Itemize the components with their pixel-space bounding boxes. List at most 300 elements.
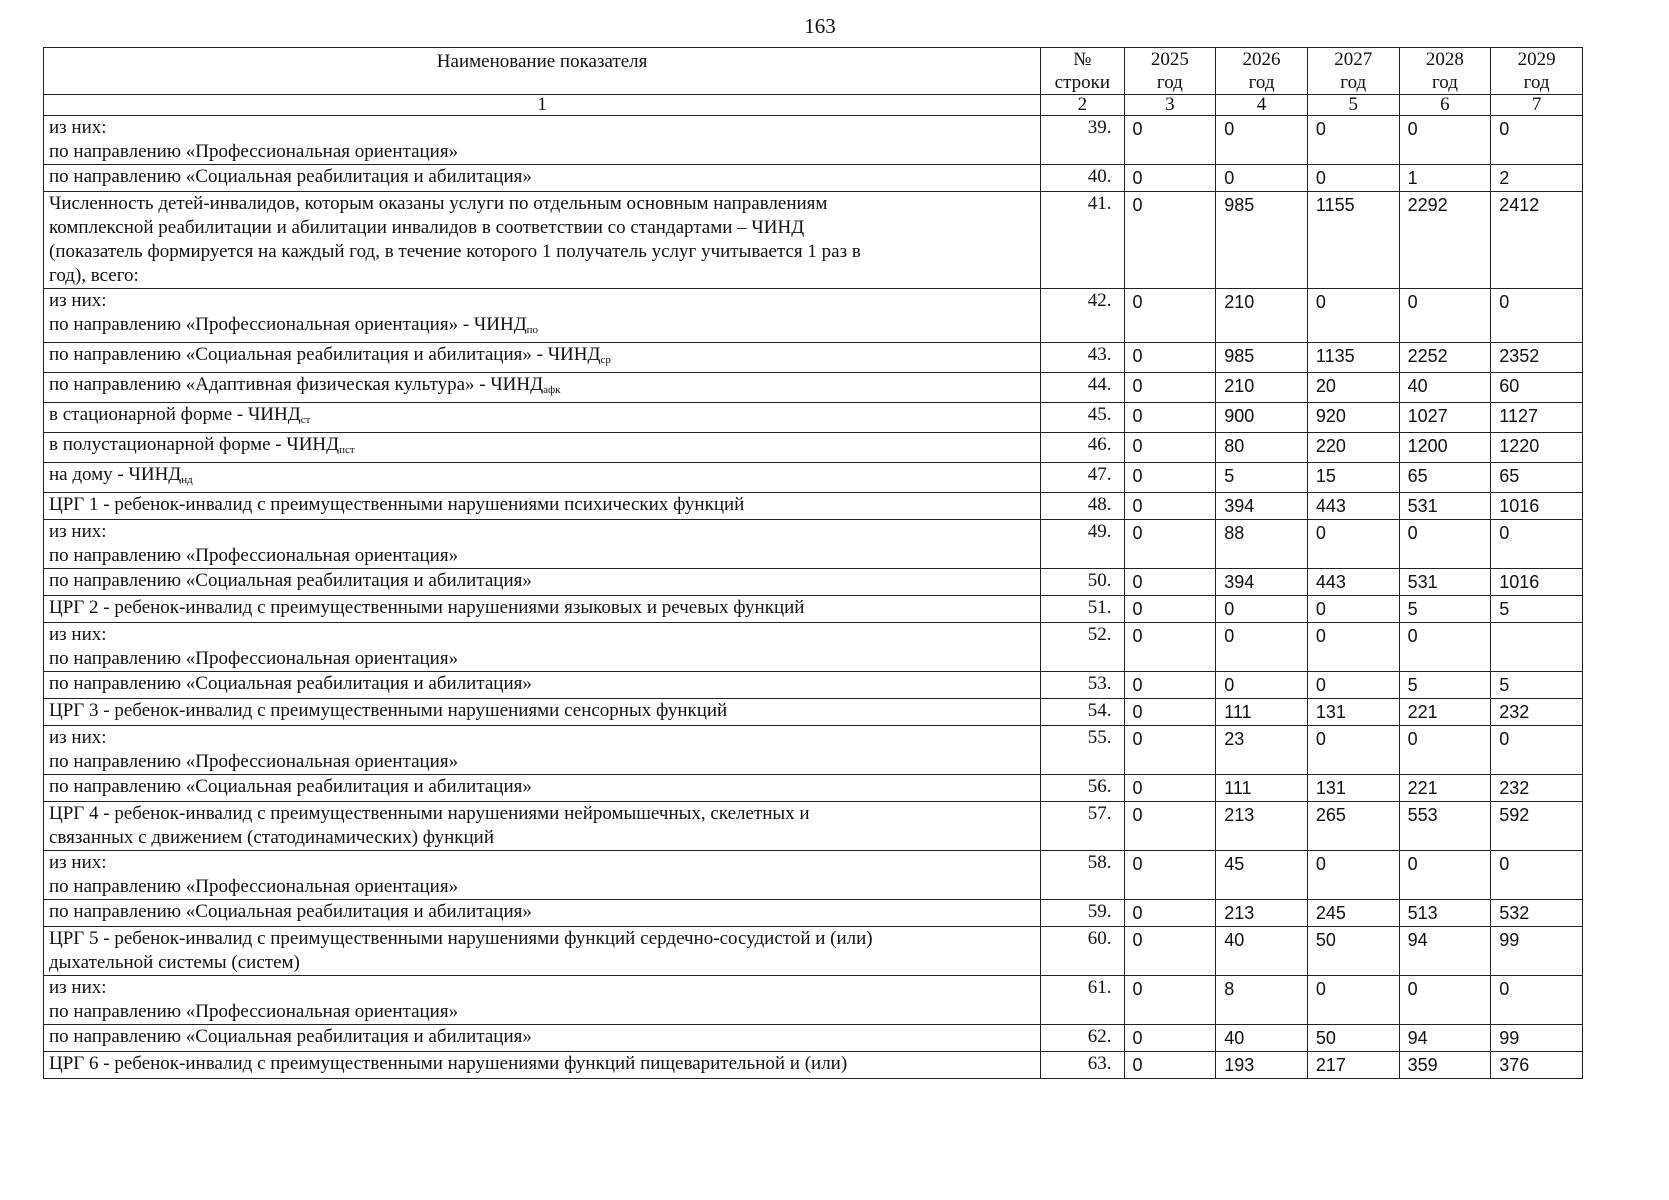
row-number: 40.	[1041, 165, 1124, 192]
indicator-name-text: по направлению «Социальная реабилитация и абилитация»	[49, 673, 532, 694]
table-row	[44, 520, 1583, 569]
table-row	[44, 463, 1583, 493]
indicator-name-line	[49, 313, 1035, 342]
value-cell: 376	[1491, 1052, 1583, 1079]
indicator-name-text: по направлению «Адаптивная физическая культура» - ЧИНД	[49, 374, 544, 395]
value-cell: 1220	[1491, 433, 1583, 463]
value-cell: 65	[1399, 463, 1491, 493]
table-row	[44, 726, 1583, 775]
value-cell: 0	[1491, 520, 1583, 569]
value-cell: 20	[1307, 373, 1399, 403]
indicator-name-text: ЦРГ 6 - ребенок-инвалид с преимущественными нарушениями функций пищеварительной и (или)	[49, 1053, 848, 1074]
value-cell: 0	[1216, 165, 1308, 192]
indicator-name-text: по направлению «Социальная реабилитация и абилитация»	[49, 570, 532, 591]
indicator-name	[44, 851, 1041, 900]
value-cell: 0	[1399, 623, 1491, 672]
value-cell: 0	[1307, 596, 1399, 623]
indicator-name-line	[49, 927, 1035, 951]
indicator-subscript: ср	[600, 354, 611, 366]
indicator-name-line	[49, 433, 1035, 462]
indicator-name-line	[49, 699, 1035, 723]
indicator-name-text: из них:	[49, 521, 107, 542]
value-cell: 0	[1124, 520, 1216, 569]
value-cell: 94	[1399, 1025, 1491, 1052]
table-row	[44, 596, 1583, 623]
value-cell: 553	[1399, 802, 1491, 851]
row-number: 46.	[1041, 433, 1124, 463]
indicator-name-text: (показатель формируется на каждый год, в течение которого 1 получатель услуг учитывается 1 раз в	[49, 241, 861, 262]
indicator-name-line	[49, 264, 1035, 288]
indicator-name-text: из них:	[49, 852, 107, 873]
indicator-name-text: по направлению «Профессиональная ориентация»	[49, 1001, 459, 1022]
value-cell: 0	[1399, 116, 1491, 165]
indicator-name-text: по направлению «Социальная реабилитация и абилитация»	[49, 901, 532, 922]
value-cell: 80	[1216, 433, 1308, 463]
value-cell: 0	[1124, 726, 1216, 775]
page-number: 163	[804, 14, 836, 38]
value-cell: 1	[1399, 165, 1491, 192]
value-cell: 45	[1216, 851, 1308, 900]
value-cell: 1135	[1307, 343, 1399, 373]
indicator-name	[44, 802, 1041, 851]
indicator-name	[44, 343, 1041, 373]
row-number: 48.	[1041, 493, 1124, 520]
indicator-name-line	[49, 165, 1035, 189]
value-cell: 210	[1216, 373, 1308, 403]
indicator-name	[44, 672, 1041, 699]
value-cell: 0	[1307, 726, 1399, 775]
indicator-name-line	[49, 140, 1035, 164]
value-cell: 0	[1124, 289, 1216, 343]
indicator-name-line	[49, 775, 1035, 799]
indicator-name-text: Численность детей-инвалидов, которым оказаны услуги по отдельным основным направлениям	[49, 193, 828, 214]
table-row	[44, 672, 1583, 699]
table-row	[44, 165, 1583, 192]
row-number: 51.	[1041, 596, 1124, 623]
value-cell: 193	[1216, 1052, 1308, 1079]
table-row	[44, 433, 1583, 463]
value-cell: 0	[1124, 976, 1216, 1025]
value-cell: 5	[1399, 672, 1491, 699]
header-year-label: 2027	[1334, 49, 1373, 70]
table-row	[44, 900, 1583, 927]
column-index: 7	[1491, 95, 1583, 116]
indicator-name-line	[49, 875, 1035, 899]
value-cell: 985	[1216, 192, 1308, 289]
value-cell: 513	[1399, 900, 1491, 927]
row-number: 61.	[1041, 976, 1124, 1025]
table-row	[44, 192, 1583, 289]
value-cell: 0	[1307, 851, 1399, 900]
header-year-label: 2025	[1150, 49, 1189, 70]
value-cell: 0	[1216, 672, 1308, 699]
value-cell: 99	[1491, 1025, 1583, 1052]
value-cell: 94	[1399, 927, 1491, 976]
value-cell: 1155	[1307, 192, 1399, 289]
indicator-name-line	[49, 192, 1035, 216]
indicator-name-line	[49, 373, 1035, 402]
value-cell: 0	[1124, 699, 1216, 726]
row-number: 50.	[1041, 569, 1124, 596]
value-cell: 0	[1124, 623, 1216, 672]
indicator-name-line	[49, 463, 1035, 492]
row-number: 42.	[1041, 289, 1124, 343]
table-row	[44, 802, 1583, 851]
value-cell: 213	[1216, 802, 1308, 851]
value-cell: 217	[1307, 1052, 1399, 1079]
table-row	[44, 1025, 1583, 1052]
value-cell: 1016	[1491, 569, 1583, 596]
indicator-name-text: на дому - ЧИНД	[49, 464, 182, 485]
table-row	[44, 569, 1583, 596]
indicator-name	[44, 165, 1041, 192]
header-year-unit: год	[1340, 72, 1367, 93]
value-cell: 0	[1399, 289, 1491, 343]
indicator-name-text: ЦРГ 5 - ребенок-инвалид с преимущественными нарушениями функций сердечно-сосудистой и (или)	[49, 928, 873, 949]
indicator-name-line	[49, 493, 1035, 517]
table-row	[44, 927, 1583, 976]
indicator-name-text: дыхательной системы (систем)	[49, 952, 300, 973]
indicator-name	[44, 493, 1041, 520]
value-cell: 0	[1307, 672, 1399, 699]
value-cell: 60	[1491, 373, 1583, 403]
row-number: 49.	[1041, 520, 1124, 569]
column-index: 4	[1216, 95, 1308, 116]
row-number: 62.	[1041, 1025, 1124, 1052]
indicator-name-text: ЦРГ 4 - ребенок-инвалид с преимущественными нарушениями нейромышечных, скелетных и	[49, 803, 810, 824]
table-row	[44, 1052, 1583, 1079]
header-year-2027	[1307, 48, 1399, 95]
table-row	[44, 289, 1583, 343]
column-index: 2	[1041, 95, 1124, 116]
value-cell: 0	[1307, 116, 1399, 165]
value-cell: 15	[1307, 463, 1399, 493]
indicator-name	[44, 623, 1041, 672]
value-cell: 0	[1124, 463, 1216, 493]
value-cell: 0	[1124, 851, 1216, 900]
value-cell: 2252	[1399, 343, 1491, 373]
value-cell: 1016	[1491, 493, 1583, 520]
value-cell: 0	[1124, 569, 1216, 596]
indicator-name-text: по направлению «Профессиональная ориентация»	[49, 141, 459, 162]
indicator-name-text: из них:	[49, 290, 107, 311]
value-cell: 443	[1307, 569, 1399, 596]
indicator-name-line	[49, 672, 1035, 696]
indicator-name-text: по направлению «Профессиональная ориентация»	[49, 751, 459, 772]
indicator-name-text: ЦРГ 1 - ребенок-инвалид с преимущественными нарушениями психических функций	[49, 494, 745, 515]
indicator-name-text: по направлению «Социальная реабилитация и абилитация»	[49, 776, 532, 797]
value-cell: 50	[1307, 1025, 1399, 1052]
indicator-name-line	[49, 520, 1035, 544]
value-cell: 65	[1491, 463, 1583, 493]
indicator-name-line	[49, 1000, 1035, 1024]
header-num-line1: №	[1073, 49, 1092, 70]
header-row-number	[1041, 48, 1124, 95]
indicator-name-line	[49, 240, 1035, 264]
indicator-name	[44, 976, 1041, 1025]
indicator-name-line	[49, 726, 1035, 750]
table-row	[44, 343, 1583, 373]
value-cell: 1027	[1399, 403, 1491, 433]
indicator-name	[44, 596, 1041, 623]
indicator-name-line	[49, 750, 1035, 774]
indicator-name-line	[49, 343, 1035, 372]
value-cell: 0	[1124, 927, 1216, 976]
value-cell: 0	[1216, 623, 1308, 672]
value-cell: 2292	[1399, 192, 1491, 289]
column-index: 1	[44, 95, 1041, 116]
indicator-name-line	[49, 826, 1035, 850]
value-cell: 5	[1491, 596, 1583, 623]
table-body	[44, 116, 1583, 1079]
data-table-container	[43, 47, 1583, 1079]
table-row	[44, 373, 1583, 403]
value-cell: 359	[1399, 1052, 1491, 1079]
column-index: 5	[1307, 95, 1399, 116]
value-cell: 2352	[1491, 343, 1583, 373]
indicator-name	[44, 433, 1041, 463]
indicator-name-line	[49, 569, 1035, 593]
indicator-name-text: из них:	[49, 977, 107, 998]
header-num-line2: строки	[1054, 72, 1111, 93]
table-row	[44, 493, 1583, 520]
value-cell: 920	[1307, 403, 1399, 433]
value-cell: 531	[1399, 493, 1491, 520]
indicator-name-line	[49, 623, 1035, 647]
value-cell: 131	[1307, 699, 1399, 726]
value-cell: 592	[1491, 802, 1583, 851]
row-number: 45.	[1041, 403, 1124, 433]
indicator-name-line	[49, 900, 1035, 924]
value-cell: 210	[1216, 289, 1308, 343]
header-year-unit: год	[1156, 72, 1183, 93]
header-year-2029	[1491, 48, 1583, 95]
value-cell: 1127	[1491, 403, 1583, 433]
row-number: 52.	[1041, 623, 1124, 672]
indicator-name-text: комплексной реабилитации и абилитации инвалидов в соответствии со стандартами – ЧИНД	[49, 217, 805, 238]
indicator-name-text: по направлению «Профессиональная ориентация»	[49, 545, 459, 566]
row-number: 39.	[1041, 116, 1124, 165]
value-cell: 40	[1399, 373, 1491, 403]
indicator-name	[44, 569, 1041, 596]
value-cell: 394	[1216, 493, 1308, 520]
indicator-name	[44, 900, 1041, 927]
row-number: 47.	[1041, 463, 1124, 493]
value-cell: 232	[1491, 699, 1583, 726]
value-cell: 0	[1124, 433, 1216, 463]
row-number: 44.	[1041, 373, 1124, 403]
value-cell: 99	[1491, 927, 1583, 976]
value-cell: 5	[1491, 672, 1583, 699]
value-cell: 111	[1216, 775, 1308, 802]
value-cell: 0	[1491, 726, 1583, 775]
value-cell: 2412	[1491, 192, 1583, 289]
indicator-name-text: ЦРГ 3 - ребенок-инвалид с преимущественными нарушениями сенсорных функций	[49, 700, 728, 721]
value-cell: 0	[1307, 289, 1399, 343]
value-cell: 8	[1216, 976, 1308, 1025]
value-cell: 0	[1491, 851, 1583, 900]
column-index-row	[44, 95, 1583, 116]
header-year-2026	[1216, 48, 1308, 95]
indicator-name-text: по направлению «Социальная реабилитация и абилитация»	[49, 1026, 532, 1047]
indicator-name	[44, 289, 1041, 343]
header-year-unit: год	[1431, 72, 1458, 93]
value-cell: 0	[1124, 192, 1216, 289]
row-number: 57.	[1041, 802, 1124, 851]
value-cell: 111	[1216, 699, 1308, 726]
header-year-2025	[1124, 48, 1216, 95]
indicator-name-line	[49, 802, 1035, 826]
column-index: 3	[1124, 95, 1216, 116]
value-cell: 40	[1216, 927, 1308, 976]
indicator-name-text: по направлению «Социальная реабилитация и абилитация» - ЧИНД	[49, 344, 601, 365]
value-cell: 0	[1491, 289, 1583, 343]
value-cell: 0	[1124, 1052, 1216, 1079]
value-cell: 232	[1491, 775, 1583, 802]
indicator-subscript: нд	[181, 474, 193, 486]
indicator-subscript: афк	[543, 384, 561, 396]
row-number: 56.	[1041, 775, 1124, 802]
indicator-name-line	[49, 951, 1035, 975]
indicator-name	[44, 116, 1041, 165]
indicator-name	[44, 927, 1041, 976]
indicator-name-line	[49, 647, 1035, 671]
row-number: 54.	[1041, 699, 1124, 726]
table-row	[44, 403, 1583, 433]
value-cell: 0	[1399, 726, 1491, 775]
indicator-name	[44, 192, 1041, 289]
indicator-name-text: ЦРГ 2 - ребенок-инвалид с преимущественными нарушениями языковых и речевых функций	[49, 597, 805, 618]
indicator-name-text: по направлению «Профессиональная ориентация»	[49, 876, 459, 897]
header-year-label: 2028	[1425, 49, 1464, 70]
value-cell: 0	[1124, 596, 1216, 623]
indicator-name	[44, 726, 1041, 775]
indicator-name-text: год), всего:	[49, 265, 139, 286]
header-year-2028	[1399, 48, 1491, 95]
value-cell: 88	[1216, 520, 1308, 569]
row-number: 53.	[1041, 672, 1124, 699]
row-number: 63.	[1041, 1052, 1124, 1079]
indicator-name	[44, 1052, 1041, 1079]
value-cell: 221	[1399, 775, 1491, 802]
value-cell: 0	[1307, 520, 1399, 569]
indicator-name-text: из них:	[49, 624, 107, 645]
value-cell: 0	[1307, 165, 1399, 192]
table-row	[44, 699, 1583, 726]
header-row	[44, 48, 1583, 95]
indicator-name-line	[49, 851, 1035, 875]
value-cell: 0	[1124, 1025, 1216, 1052]
header-year-unit: год	[1248, 72, 1275, 93]
indicator-name-text: из них:	[49, 727, 107, 748]
indicator-name-line	[49, 116, 1035, 140]
data-table	[43, 47, 1583, 1079]
header-name: Наименование показателя	[44, 48, 1041, 95]
value-cell: 0	[1124, 775, 1216, 802]
value-cell: 0	[1124, 493, 1216, 520]
column-index: 6	[1399, 95, 1491, 116]
value-cell: 0	[1307, 976, 1399, 1025]
indicator-subscript: ст	[300, 414, 311, 426]
value-cell: 0	[1399, 976, 1491, 1025]
indicator-name-line	[49, 596, 1035, 620]
indicator-name-text: связанных с движением (статодинамических) функций	[49, 827, 495, 848]
indicator-name	[44, 1025, 1041, 1052]
value-cell: 394	[1216, 569, 1308, 596]
value-cell: 50	[1307, 927, 1399, 976]
row-number: 58.	[1041, 851, 1124, 900]
value-cell: 0	[1124, 672, 1216, 699]
indicator-subscript: по	[526, 324, 539, 336]
value-cell: 0	[1399, 520, 1491, 569]
value-cell: 0	[1399, 851, 1491, 900]
value-cell: 0	[1124, 165, 1216, 192]
indicator-name-text: из них:	[49, 117, 107, 138]
value-cell: 23	[1216, 726, 1308, 775]
indicator-name	[44, 373, 1041, 403]
value-cell: 245	[1307, 900, 1399, 927]
indicator-name-line	[49, 976, 1035, 1000]
value-cell: 131	[1307, 775, 1399, 802]
indicator-name	[44, 403, 1041, 433]
value-cell: 0	[1491, 976, 1583, 1025]
indicator-name-line	[49, 1052, 1035, 1076]
table-row	[44, 851, 1583, 900]
value-cell: 0	[1124, 116, 1216, 165]
value-cell: 531	[1399, 569, 1491, 596]
header-year-label: 2029	[1517, 49, 1556, 70]
indicator-subscript: пст	[339, 444, 355, 456]
value-cell: 0	[1491, 116, 1583, 165]
indicator-name-text: в полустационарной форме - ЧИНД	[49, 434, 340, 455]
indicator-name	[44, 520, 1041, 569]
indicator-name-text: по направлению «Социальная реабилитация и абилитация»	[49, 166, 532, 187]
indicator-name-text: по направлению «Профессиональная ориентация»	[49, 648, 459, 669]
value-cell: 2	[1491, 165, 1583, 192]
value-cell: 0	[1216, 116, 1308, 165]
value-cell: 40	[1216, 1025, 1308, 1052]
value-cell: 5	[1216, 463, 1308, 493]
value-cell: 0	[1124, 343, 1216, 373]
indicator-name	[44, 463, 1041, 493]
value-cell: 5	[1399, 596, 1491, 623]
indicator-name-text: по направлению «Профессиональная ориентация» - ЧИНД	[49, 314, 527, 335]
row-number: 60.	[1041, 927, 1124, 976]
indicator-name-line	[49, 289, 1035, 313]
table-row	[44, 623, 1583, 672]
row-number: 43.	[1041, 343, 1124, 373]
table-row	[44, 775, 1583, 802]
value-cell: 0	[1124, 373, 1216, 403]
value-cell: 220	[1307, 433, 1399, 463]
row-number: 41.	[1041, 192, 1124, 289]
indicator-name-text: в стационарной форме - ЧИНД	[49, 404, 301, 425]
value-cell	[1491, 623, 1583, 672]
header-year-label: 2026	[1242, 49, 1281, 70]
table-row	[44, 116, 1583, 165]
value-cell: 221	[1399, 699, 1491, 726]
value-cell: 985	[1216, 343, 1308, 373]
value-cell: 265	[1307, 802, 1399, 851]
row-number: 55.	[1041, 726, 1124, 775]
value-cell: 1200	[1399, 433, 1491, 463]
indicator-name-line	[49, 403, 1035, 432]
table-row	[44, 976, 1583, 1025]
value-cell: 532	[1491, 900, 1583, 927]
indicator-name-line	[49, 544, 1035, 568]
value-cell: 0	[1124, 403, 1216, 433]
value-cell: 0	[1216, 596, 1308, 623]
